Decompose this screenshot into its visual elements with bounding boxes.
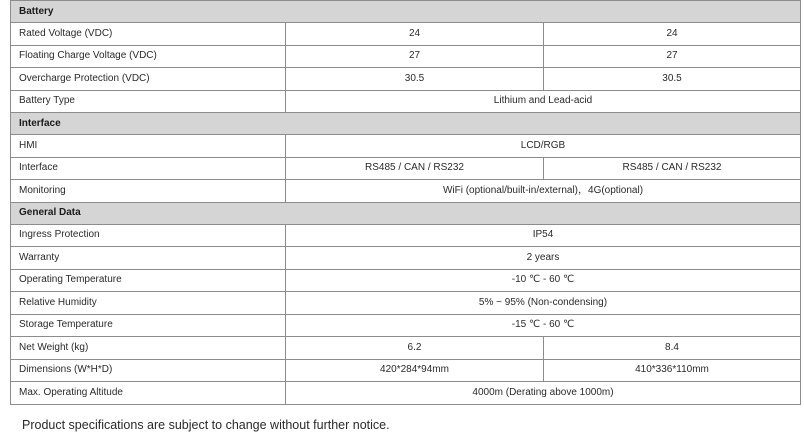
cell-value-merged: -10 ℃ - 60 ℃ [286, 269, 801, 292]
section-header-interface [11, 113, 801, 135]
table-row [11, 135, 801, 158]
cell-value-merged: Lithium and Lead-acid [286, 90, 801, 113]
row-label: Storage Temperature [11, 314, 286, 337]
table-row [11, 224, 801, 247]
cell-value: 420*284*94mm [286, 359, 544, 382]
cell-value-merged: 4000m (Derating above 1000m) [286, 382, 801, 405]
cell-value: RS485 / CAN / RS232 [286, 157, 544, 180]
table-row [11, 247, 801, 270]
row-label: Floating Charge Voltage (VDC) [11, 45, 286, 68]
cell-value: RS485 / CAN / RS232 [544, 157, 801, 180]
cell-value: 27 [286, 45, 544, 68]
table-row [11, 292, 801, 315]
row-label: Overcharge Protection (VDC) [11, 68, 286, 91]
cell-value: 30.5 [286, 68, 544, 91]
footnote: Product specifications are subject to change without further notice. [22, 418, 390, 432]
table-row [11, 269, 801, 292]
section-header-general-data [11, 202, 801, 224]
table-row [11, 359, 801, 382]
cell-value-merged: -15 ℃ - 60 ℃ [286, 314, 801, 337]
row-label: Monitoring [11, 180, 286, 203]
row-label: Rated Voltage (VDC) [11, 23, 286, 46]
cell-value: 24 [286, 23, 544, 46]
section-title: Battery [11, 1, 801, 23]
row-label: Max. Operating Altitude [11, 382, 286, 405]
row-label: Ingress Protection [11, 224, 286, 247]
cell-value-merged: IP54 [286, 224, 801, 247]
cell-value: 6.2 [286, 337, 544, 360]
cell-value-merged: WiFi (optional/built-in/external)，4G(optional) [286, 180, 801, 203]
section-title: Interface [11, 113, 801, 135]
table-row [11, 23, 801, 46]
row-label: Warranty [11, 247, 286, 270]
section-header-battery [11, 1, 801, 23]
section-title: General Data [11, 202, 801, 224]
cell-value-merged: 2 years [286, 247, 801, 270]
row-label: Battery Type [11, 90, 286, 113]
cell-value: 8.4 [544, 337, 801, 360]
table-row [11, 314, 801, 337]
row-label: Relative Humidity [11, 292, 286, 315]
row-label: Interface [11, 157, 286, 180]
row-label: HMI [11, 135, 286, 158]
table-row [11, 382, 801, 405]
cell-value: 410*336*110mm [544, 359, 801, 382]
table-row [11, 337, 801, 360]
cell-value: 30.5 [544, 68, 801, 91]
table-row [11, 157, 801, 180]
cell-value-merged: 5% ~ 95% (Non-condensing) [286, 292, 801, 315]
cell-value: 24 [544, 23, 801, 46]
table-row [11, 45, 801, 68]
cell-value-merged: LCD/RGB [286, 135, 801, 158]
cell-value: 27 [544, 45, 801, 68]
table-row [11, 180, 801, 203]
spec-table [10, 0, 801, 405]
row-label: Operating Temperature [11, 269, 286, 292]
row-label: Net Weight (kg) [11, 337, 286, 360]
table-row [11, 68, 801, 91]
row-label: Dimensions (W*H*D) [11, 359, 286, 382]
table-row [11, 90, 801, 113]
